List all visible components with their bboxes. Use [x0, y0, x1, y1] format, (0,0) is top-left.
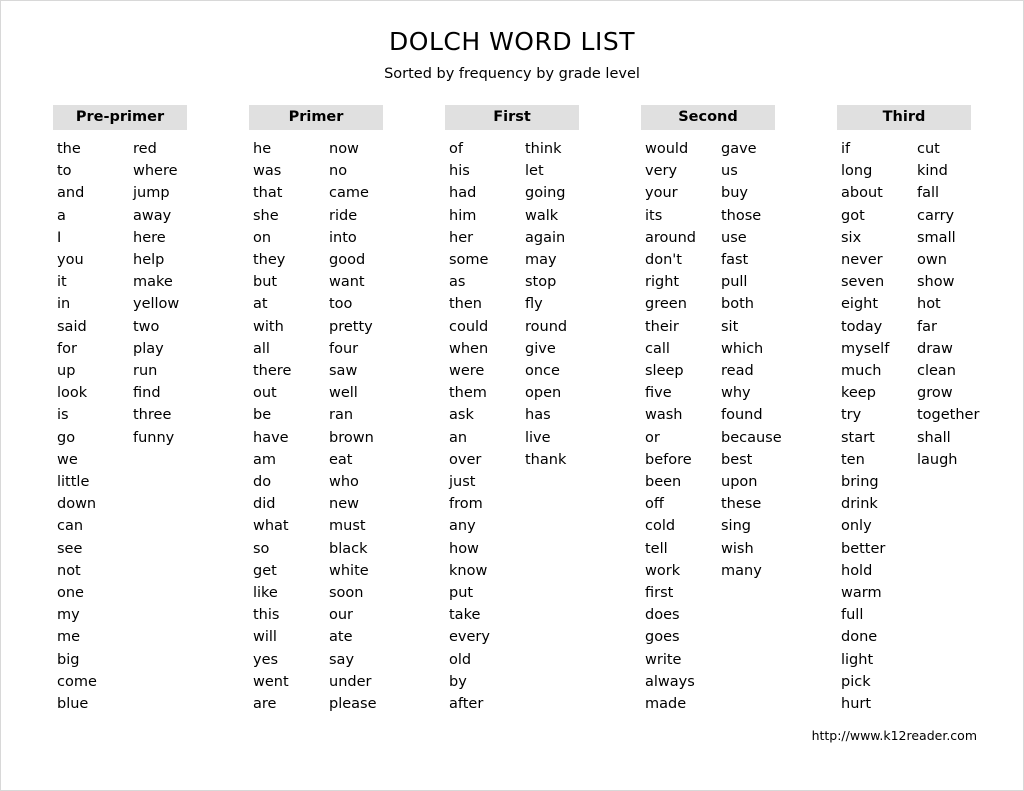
word: wash [645, 407, 683, 424]
word: hold [841, 562, 873, 579]
word: which [721, 340, 764, 357]
word: out [253, 385, 277, 402]
word: far [917, 318, 937, 335]
word: must [329, 518, 366, 535]
word: now [329, 141, 359, 157]
word: cold [645, 518, 676, 535]
word: clean [917, 363, 956, 380]
word: up [57, 363, 76, 380]
word: jump [133, 185, 170, 202]
word: let [525, 163, 544, 180]
word: may [525, 252, 557, 269]
word: bring [841, 474, 879, 491]
column-word-groups [45, 138, 241, 715]
word: tell [645, 540, 668, 557]
word: who [329, 474, 359, 491]
word: came [329, 185, 369, 202]
word: our [329, 607, 354, 624]
word: try [841, 407, 862, 424]
word: ten [841, 451, 865, 468]
word: they [253, 252, 286, 269]
word: down [57, 496, 97, 513]
word: here [133, 229, 166, 246]
word: ate [329, 629, 353, 646]
word: see [57, 540, 83, 557]
word: grow [917, 385, 953, 402]
column-word-groups [241, 138, 437, 715]
word: just [449, 474, 476, 491]
word: round [525, 318, 568, 335]
word: never [841, 252, 883, 269]
word: made [645, 696, 687, 713]
word: start [841, 429, 875, 446]
word: own [917, 252, 947, 269]
word: big [57, 651, 80, 668]
word: him [449, 207, 477, 224]
word: small [917, 229, 956, 246]
word: full [841, 607, 864, 624]
word: long [841, 163, 873, 180]
column-header: Third [837, 105, 971, 130]
word: kind [917, 163, 948, 180]
word: always [645, 673, 695, 690]
word: as [449, 274, 466, 291]
word: why [721, 385, 751, 402]
word: every [449, 629, 490, 646]
word: yellow [133, 296, 180, 313]
word: for [57, 340, 77, 357]
word: an [449, 429, 468, 446]
word: but [253, 274, 278, 291]
word: sit [721, 318, 739, 335]
column-header: Pre-primer [53, 105, 187, 130]
word-list-columns [1, 105, 1023, 715]
word: read [721, 363, 754, 380]
word: open [525, 385, 562, 402]
word: laugh [917, 451, 958, 468]
word: soon [329, 585, 364, 602]
word: what [253, 518, 289, 535]
word: fall [917, 185, 940, 202]
word: eat [329, 451, 353, 468]
word: put [449, 585, 474, 602]
word: have [253, 429, 289, 446]
word: wish [721, 540, 754, 557]
word: were [449, 363, 485, 380]
word: gave [721, 141, 757, 157]
word: a [57, 207, 66, 224]
word-column-pre-primer [45, 105, 241, 715]
word: ran [329, 407, 354, 424]
word: walk [525, 207, 559, 224]
word: its [645, 207, 663, 224]
word: the [57, 141, 81, 157]
word: there [253, 363, 292, 380]
word: sing [721, 518, 751, 535]
word: are [253, 696, 277, 713]
word: you [57, 252, 84, 269]
word: ask [449, 407, 474, 424]
word: light [841, 651, 874, 668]
word: much [841, 363, 882, 380]
word: this [253, 607, 280, 624]
word: said [57, 318, 87, 335]
word: will [253, 629, 277, 646]
word: of [449, 141, 463, 157]
word: had [449, 185, 477, 202]
word: about [841, 185, 883, 202]
word-sublist-b [513, 138, 589, 715]
word-sublist-a [241, 138, 317, 715]
word: my [57, 607, 80, 624]
word: please [329, 696, 377, 713]
word: where [133, 163, 178, 180]
word: his [449, 163, 470, 180]
word: show [917, 274, 955, 291]
word: no [329, 163, 348, 180]
word: that [253, 185, 283, 202]
word: does [645, 607, 680, 624]
word: going [525, 185, 566, 202]
word-sublist-b [317, 138, 393, 715]
word: four [329, 340, 359, 357]
word-column-first [437, 105, 633, 715]
word: funny [133, 429, 175, 446]
word: got [841, 207, 865, 224]
word: take [449, 607, 481, 624]
word: come [57, 673, 97, 690]
word: well [329, 385, 358, 402]
word: hurt [841, 696, 872, 713]
word: drink [841, 496, 878, 513]
page-subtitle: Sorted by frequency by grade level [384, 66, 640, 82]
word: I [57, 229, 62, 246]
word: me [57, 629, 81, 646]
word-column-second [633, 105, 829, 715]
word-sublist-a [45, 138, 121, 715]
word: carry [917, 207, 955, 224]
word: any [449, 518, 476, 535]
word: five [645, 385, 672, 402]
word: fly [525, 296, 543, 313]
word: she [253, 207, 279, 224]
word: better [841, 540, 886, 557]
word: those [721, 207, 762, 224]
word: once [525, 363, 560, 380]
word: did [253, 496, 276, 513]
word-sublist-b [905, 138, 1005, 715]
column-header: First [445, 105, 579, 130]
word: black [329, 540, 368, 557]
word: say [329, 651, 355, 668]
word: play [133, 340, 164, 357]
word-sublist-a [633, 138, 709, 715]
word: from [449, 496, 483, 513]
word: get [253, 562, 277, 579]
word: some [449, 252, 489, 269]
word: only [841, 518, 872, 535]
word: first [645, 585, 674, 602]
word: green [645, 296, 687, 313]
word: not [57, 562, 81, 579]
word: away [133, 207, 172, 224]
word: best [721, 451, 753, 468]
word: like [253, 585, 278, 602]
word: all [253, 340, 270, 357]
word: sleep [645, 363, 684, 380]
word: look [57, 385, 88, 402]
word: upon [721, 474, 758, 491]
word: together [917, 407, 980, 424]
word: give [525, 340, 556, 357]
word: am [253, 451, 277, 468]
word: warm [841, 585, 882, 602]
word: her [449, 229, 474, 246]
word: he [253, 141, 272, 157]
word: because [721, 429, 782, 446]
word: we [57, 451, 78, 468]
word: these [721, 496, 762, 513]
word: would [645, 141, 689, 157]
word: keep [841, 385, 876, 402]
word: find [133, 385, 161, 402]
word: very [645, 163, 678, 180]
word: us [721, 163, 738, 180]
word: pull [721, 274, 748, 291]
column-header: Second [641, 105, 775, 130]
word: under [329, 673, 372, 690]
word: stop [525, 274, 557, 291]
word: can [57, 518, 84, 535]
column-word-groups [437, 138, 633, 715]
word-sublist-b [121, 138, 197, 715]
word: is [57, 407, 69, 424]
column-word-groups [633, 138, 829, 715]
word: think [525, 141, 562, 157]
word: ride [329, 207, 358, 224]
word: cut [917, 141, 940, 157]
word: three [133, 407, 172, 424]
word: over [449, 451, 482, 468]
word: seven [841, 274, 885, 291]
word: little [57, 474, 90, 491]
word: six [841, 229, 862, 246]
word: go [57, 429, 76, 446]
word: off [645, 496, 664, 513]
word: red [133, 141, 157, 157]
column-header: Primer [249, 105, 383, 130]
word-column-third [829, 105, 1024, 715]
word: or [645, 429, 660, 446]
word: do [253, 474, 272, 491]
word: on [253, 229, 272, 246]
word: work [645, 562, 681, 579]
word: call [645, 340, 670, 357]
word: your [645, 185, 678, 202]
word: don't [645, 252, 682, 269]
word: then [449, 296, 482, 313]
word: both [721, 296, 754, 313]
word: hot [917, 296, 941, 313]
word: before [645, 451, 692, 468]
word: brown [329, 429, 374, 446]
word: to [57, 163, 72, 180]
word-sublist-a [829, 138, 905, 715]
word: know [449, 562, 488, 579]
word: in [57, 296, 71, 313]
word-sublist-a [437, 138, 513, 715]
word: if [841, 141, 851, 157]
word: around [645, 229, 696, 246]
word: shall [917, 429, 951, 446]
word: be [253, 407, 272, 424]
word: went [253, 673, 289, 690]
word: write [645, 651, 682, 668]
word: goes [645, 629, 680, 646]
word: make [133, 274, 173, 291]
word: many [721, 562, 762, 579]
word: run [133, 363, 158, 380]
word: done [841, 629, 878, 646]
word: pretty [329, 318, 373, 335]
word: when [449, 340, 489, 357]
word: help [133, 252, 165, 269]
word: one [57, 585, 84, 602]
word: too [329, 296, 353, 313]
word: white [329, 562, 369, 579]
word: two [133, 318, 160, 335]
word: with [253, 318, 284, 335]
word-column-primer [241, 105, 437, 715]
source-url[interactable]: http://www.k12reader.com [811, 728, 977, 743]
word: so [253, 540, 270, 557]
page-title: DOLCH WORD LIST [389, 27, 635, 56]
word: been [645, 474, 682, 491]
word: saw [329, 363, 358, 380]
word: myself [841, 340, 890, 357]
word: buy [721, 185, 748, 202]
word: it [57, 274, 67, 291]
word: right [645, 274, 680, 291]
word: draw [917, 340, 953, 357]
word: how [449, 540, 479, 557]
word: again [525, 229, 566, 246]
word: pick [841, 673, 871, 690]
word: into [329, 229, 357, 246]
word: could [449, 318, 489, 335]
word: at [253, 296, 268, 313]
word: yes [253, 651, 279, 668]
word: old [449, 651, 472, 668]
word: today [841, 318, 883, 335]
word: them [449, 385, 487, 402]
word: live [525, 429, 551, 446]
word: after [449, 696, 484, 713]
word: has [525, 407, 551, 424]
word: want [329, 274, 365, 291]
word: use [721, 229, 747, 246]
word: found [721, 407, 763, 424]
word: fast [721, 252, 749, 269]
word: blue [57, 696, 89, 713]
word: eight [841, 296, 879, 313]
column-word-groups [829, 138, 1024, 715]
word: new [329, 496, 359, 513]
word: their [645, 318, 679, 335]
word: thank [525, 451, 567, 468]
word-sublist-b [709, 138, 809, 715]
word: and [57, 185, 85, 202]
word: good [329, 252, 366, 269]
word: was [253, 163, 282, 180]
word: by [449, 673, 467, 690]
